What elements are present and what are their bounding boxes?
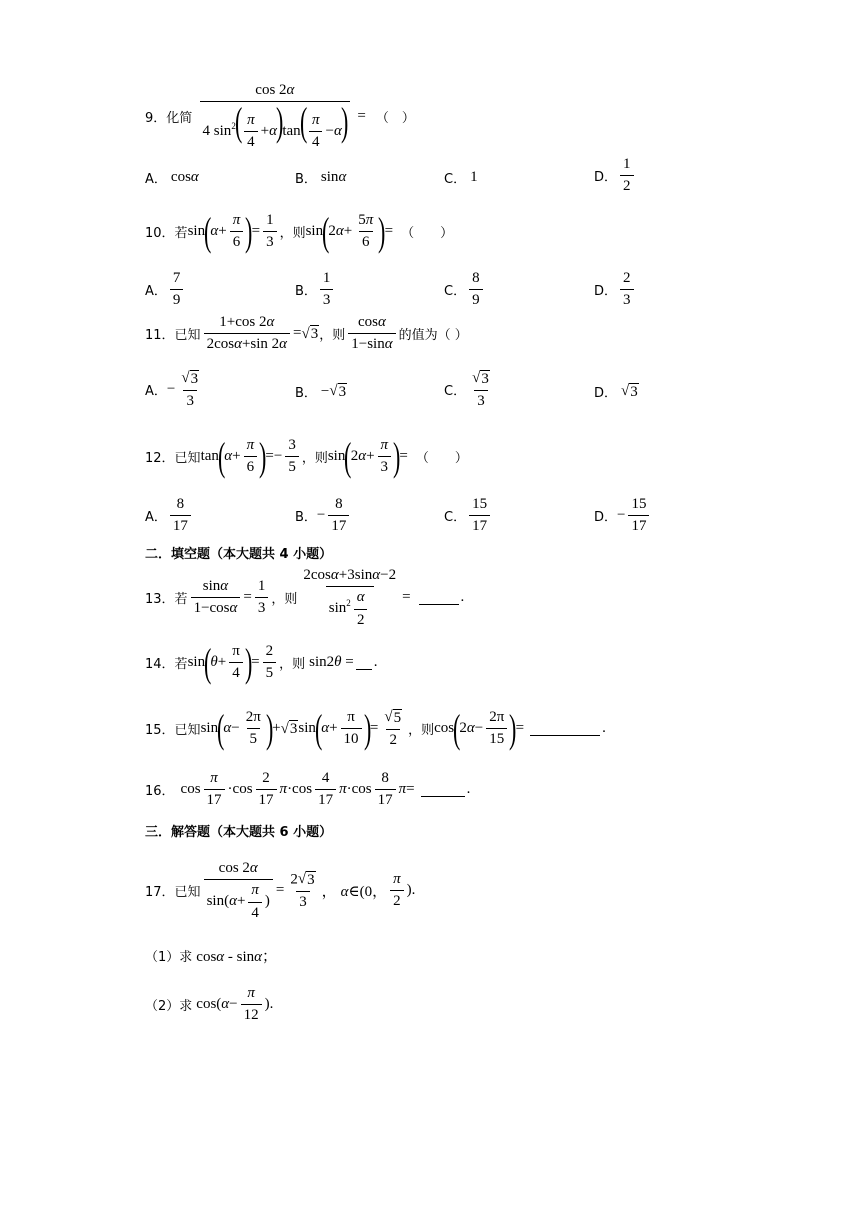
q9-option-c: C． 1 [444,169,478,187]
question-number: 9． [145,111,167,127]
answer-blank[interactable] [419,590,459,605]
answer-blank[interactable] [530,721,600,736]
q17-part-2: （2）求 cos(α− $\frac{\pi}{12}$ ). [145,985,274,1024]
answer-paren: （ ） [375,111,415,127]
question-14: 14． 若 sin ( θ + $\frac{\pi}{4}$ ) = $\frac{2}{5}$ ，则 sin2θ = . [145,639,378,685]
q10-option-b: B． $\frac{1}{3}$ [295,270,336,310]
question-number: 16． [145,784,175,800]
question-16: 16． cos $\frac{\pi}{17}$ ·cos $\frac{2}{17}$ π ·cos $\frac{4}{17}$ π ·cos $\frac{8}{17}$ π = . [145,770,471,809]
section-solution-title: 三．解答题（本大题共 6 小题） [145,825,333,840]
q10-option-c: C． $\frac{8}{9}$ [444,270,486,310]
question-number: 13． [145,592,175,608]
question-15: 15． 已知 sin ( α − $\frac{2\pi}{5}$ ) + √ 3 sin ( α + $\frac{\pi}{10}$ ) = √ 5 2 ，则 cos ( 2 α − $\frac{2\pi}{15}$ ) = . [145,705,606,751]
q17-part-1: （1）求 cosα - sinα； [145,949,278,965]
q11-option-d: D． √ 3 [594,383,638,401]
q10-option-a: A． $\frac{7}{9}$ [145,270,186,310]
answer-blank[interactable] [356,655,372,670]
q11-option-a: A． − √ 3 3 [145,370,199,409]
question-number: 14． [145,657,175,673]
question-text: 化简 [166,111,193,127]
q12-option-c: C． $\frac{15}{17}$ [444,496,493,536]
q12-option-a: A． $\frac{8}{17}$ [145,496,194,536]
question-number: 17． [145,885,175,901]
question-17: 17． 已知 cos 2α sin(α+ $\frac{\pi}{4}$ ) = 2√ 3 3 ， α∈(0， $\frac{\pi}{2}$ ). [145,860,416,921]
answer-blank[interactable] [421,782,465,797]
q9-fraction: cos 2α 4 $\sin^2$( $\frac{\pi}{4}$ +α)tan( $\frac{\pi}{4}$ −α) [195,82,354,152]
q9-option-a: A． cosα [145,169,199,187]
q12-option-d: D． − $\frac{15}{17}$ [594,496,652,536]
question-number: 11． [145,328,175,344]
question-number: 10． [145,226,175,242]
section-fill-in-title: 二．填空题（本大题共 4 小题） [145,547,333,562]
q9-option-b: B． sinα [295,169,347,187]
q11-option-b: B． −√ 3 [295,383,347,401]
q11-option-c: C． √ 3 3 [444,370,489,409]
q10-option-d: D． $\frac{2}{3}$ [594,270,637,310]
question-12: 12． 已知 tan ( α + $\frac{\pi}{6}$ ) =− $\frac{3}{5}$ ，则 sin ( 2 α + $\frac{\pi}{3}$ ) = （ ） [145,433,468,479]
question-10: 10． 若 sin ( α + $\frac{\pi}{6}$ ) = $\frac{1}{3}$ ，则 sin ( 2 α + $\frac{5\pi}{6}$ ) = （ ） [145,208,454,254]
question-11: 11． 已知 $\frac{1+\cos 2\alpha}{2\cos\alpha+\sin 2\alpha}$ = √ 3 ，则 $\frac{\cos\alpha}{1-\sin\alpha}$ 的值为（ ） [145,314,468,353]
q9-option-d: D． $\frac{1}{2}$ [594,156,637,196]
question-9: 9． 化简 cos 2α 4 $\sin^2$( $\frac{\pi}{4}$ +α)tan( $\frac{\pi}{4}$ −α) = （ ） [145,82,415,151]
question-number: 12． [145,451,175,467]
question-13: 13． 若 $\frac{\sin\alpha}{1-\cos\alpha}$ = $\frac{1}{3}$ ，则 2cosα+3sinα−2 $\sin^2$ $\frac{\alpha}{2}$ = . [145,567,465,628]
question-number: 15． [145,723,175,739]
q12-option-b: B． − $\frac{8}{17}$ [295,496,352,536]
